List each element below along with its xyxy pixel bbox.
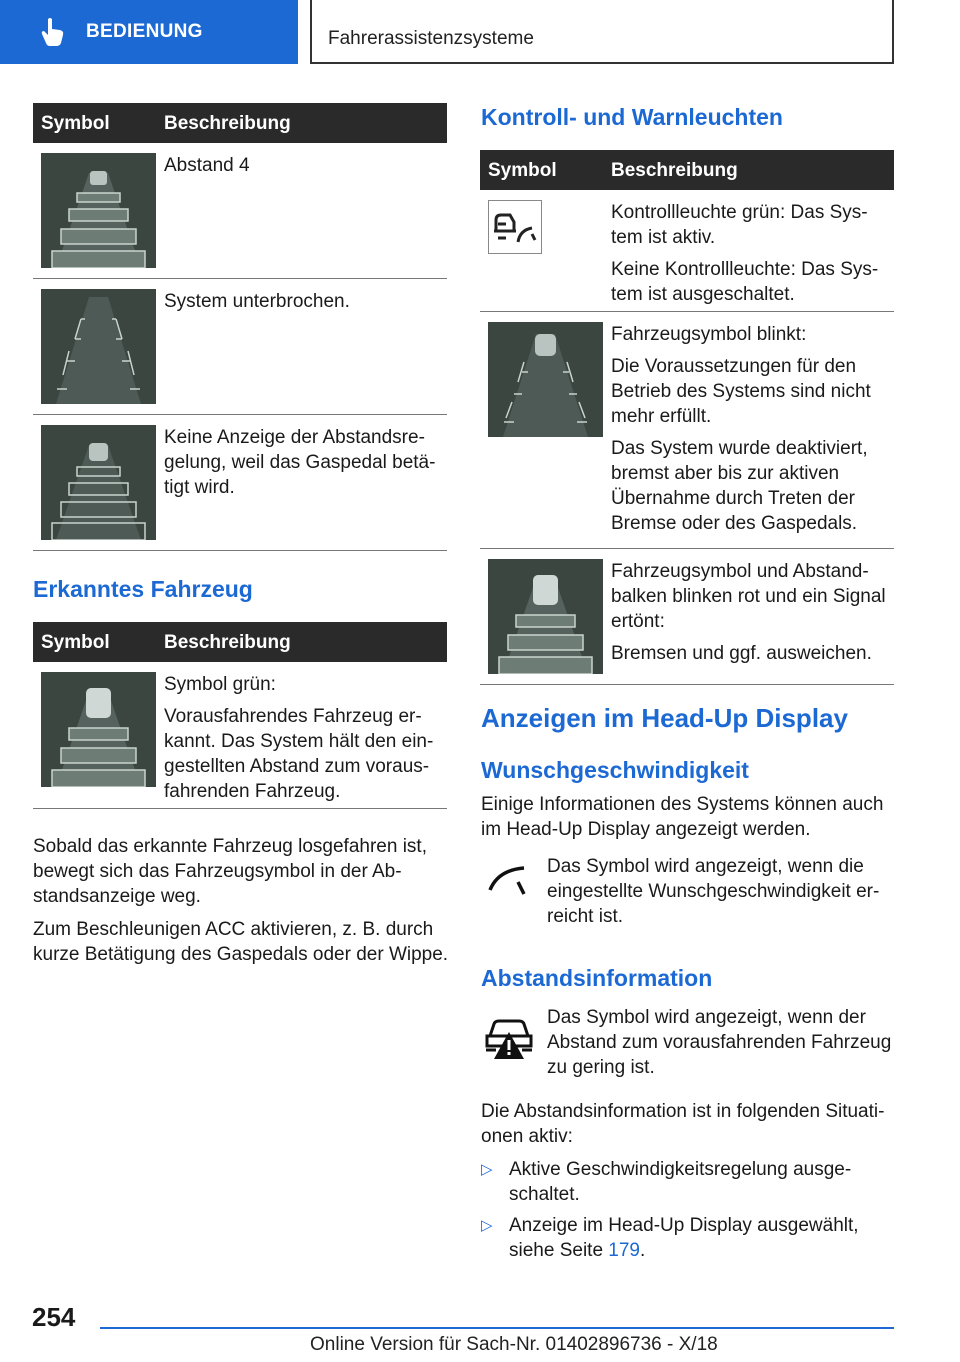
symbol-table-vehicle [33,622,447,809]
list-item [481,1157,895,1207]
desc-line: Die Voraussetzungen für den Betrieb des Systems sind nicht mehr erfüllt. [611,356,871,427]
section-heading: Erkanntes Fahrzeug [33,576,253,602]
desired-speed-icon [484,860,534,900]
symbol-table-lights [480,150,894,685]
col-description: Beschreibung [611,160,738,181]
icon-description: Das Symbol wird angezeigt, wenn der Abstand zum vorausfahrenden Fahrzeug zu gering ist. [547,1007,892,1078]
row-description [611,559,890,673]
list-item-text-prefix: Anzeige im Head-Up Display ausgewählt, siehe Seite [509,1215,859,1261]
desc-line: Fahrzeugsymbol und Abstandbalken blinken rot und ein Signal ertönt: [611,561,886,632]
section-heading: Anzeigen im Head-Up Display [481,703,848,733]
col-symbol: Symbol [488,160,557,181]
page-number: 254 [32,1302,76,1332]
vehicle-detected-icon [41,672,156,787]
list-item-text-suffix: . [640,1240,646,1261]
paragraph: Einige Informationen des Systems können auch im Head-Up Display angezeigt werden. [481,794,884,840]
chapter-header [310,0,894,64]
desc-line: Fahrzeugsymbol blinkt: [611,324,807,345]
vehicle-flashing-icon [488,322,603,437]
paragraph: Sobald das erkannte Fahrzeug losgefahren ist, bewegt sich das Fahrzeugsymbol in der Abstandsanzeige weg. [33,836,427,907]
desc-line: Symbol grün: [164,674,276,695]
section-title: BEDIENUNG [86,21,203,42]
row-description [164,672,443,811]
section-tab [0,0,298,64]
distance-4-icon [41,153,156,268]
table-row [33,662,447,809]
row-description [611,200,890,314]
table-row [480,190,894,312]
footer-divider [100,1327,894,1329]
section-heading: Kontroll- und Warnleuchten [481,104,783,130]
table-header [480,150,894,190]
desc-line: Das System wurde deaktiviert, bremst aber bis zur aktiven Übernahme durch Treten der Bremse oder des Gaspedals. [611,438,868,534]
footer-text: Online Version für Sach-Nr. 01402896736 - X/18 [310,1334,718,1355]
table-row [33,415,447,551]
desc-line: Keine Kontrollleuchte: Das System ist ausgeschaltet. [611,259,879,305]
triangle-bullet-icon: ▷ [481,1217,493,1234]
triangle-bullet-icon: ▷ [481,1161,493,1178]
row-description: System unterbrochen. [164,291,350,312]
acc-indicator-icon [488,200,542,254]
no-distance-display-icon [41,425,156,540]
desc-line: Bremsen und ggf. ausweichen. [611,643,872,664]
chapter-title: Fahrerassistenzsysteme [328,28,534,49]
desc-line: Kontrollleuchte grün: Das System ist aktiv. [611,202,868,248]
system-interrupted-icon [41,289,156,404]
row-description [611,322,890,543]
table-row [480,312,894,549]
list-item [481,1213,895,1263]
symbol-table-distance [33,103,447,551]
table-header [33,103,447,143]
table-row [480,549,894,685]
table-row [33,143,447,279]
col-description: Beschreibung [164,632,291,653]
table-header [33,622,447,662]
list-item-text: Aktive Geschwindigkeitsregelung ausgeschaltet. [509,1159,852,1205]
desc-line: Vorausfahrendes Fahrzeug erkannt. Das System hält den eingestellten Abstand zum vorausfahrenden Fahrzeug. [164,706,434,802]
paragraph: Zum Beschleunigen ACC aktivieren, z. B. durch kurze Betätigung des Gaspedals oder der Wippe. [33,919,449,965]
row-description: Abstand 4 [164,155,250,176]
col-symbol: Symbol [41,113,110,134]
page-reference-link[interactable]: 179 [608,1240,640,1261]
col-description: Beschreibung [164,113,291,134]
list-item-text [509,1213,889,1263]
paragraph: Die Abstandsinformation ist in folgenden Situationen aktiv: [481,1101,885,1147]
col-symbol: Symbol [41,632,110,653]
row-description: Keine Anzeige der Abstandsregelung, weil das Gaspedal betätigt wird. [164,427,436,498]
table-row [33,279,447,415]
body-text-left [33,834,449,975]
hand-pointer-icon [40,17,66,47]
icon-description: Das Symbol wird angezeigt, wenn die eingestellte Wunschgeschwindigkeit erreicht ist. [547,856,880,927]
subsection-heading: Abstandsinformation [481,965,713,991]
subsection-heading: Wunschgeschwindigkeit [481,757,749,783]
distance-warning-icon [482,1012,536,1062]
vehicle-warning-red-icon [488,559,603,674]
